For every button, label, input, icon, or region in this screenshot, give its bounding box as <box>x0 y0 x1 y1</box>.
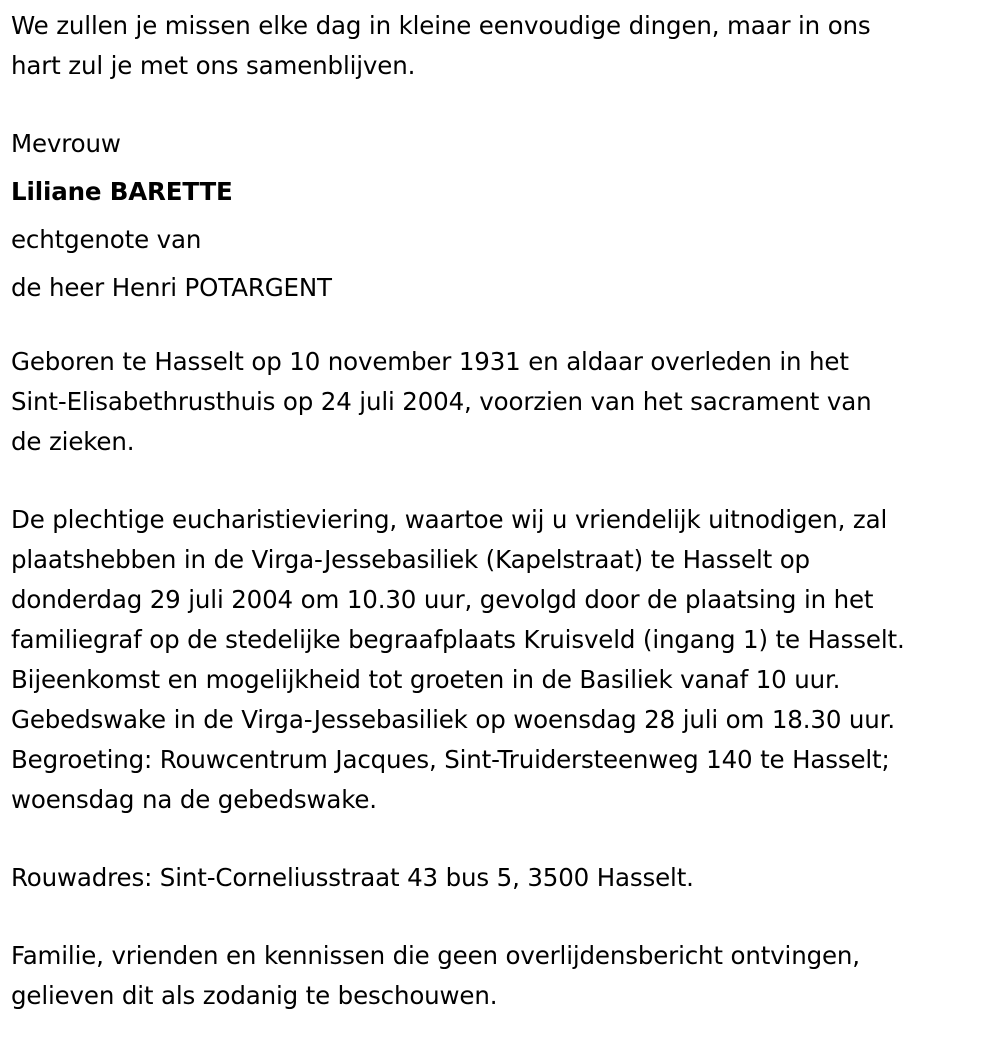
ceremony-line: donderdag 29 juli 2004 om 10.30 uur, gevolgd door de plaatsing in het <box>11 585 874 614</box>
ceremony-paragraph <box>11 500 996 820</box>
birth-death-line: Geboren te Hasselt op 10 november 1931 en aldaar overleden in het <box>11 347 849 376</box>
deceased-name: Liliane BARETTE <box>11 177 233 206</box>
birth-death-line: Sint-Elisabethrusthuis op 24 juli 2004, voorzien van het sacrament van <box>11 387 872 416</box>
obituary-document <box>11 6 996 1016</box>
closing-line: Familie, vrienden en kennissen die geen overlijdensbericht ontvingen, <box>11 941 860 970</box>
closing-line: gelieven dit als zodanig te beschouwen. <box>11 981 498 1010</box>
ceremony-line: woensdag na de gebedswake. <box>11 785 377 814</box>
address-paragraph <box>11 858 996 898</box>
motto-line: We zullen je missen elke dag in kleine eenvoudige dingen, maar in ons <box>11 11 871 40</box>
motto-paragraph <box>11 6 996 86</box>
closing-paragraph <box>11 936 996 1016</box>
ceremony-line: Gebedswake in de Virga-Jessebasiliek op woensdag 28 juli om 18.30 uur. <box>11 705 895 734</box>
honorific-title: Mevrouw <box>11 129 121 158</box>
ceremony-line: Bijeenkomst en mogelijkheid tot groeten in de Basiliek vanaf 10 uur. <box>11 665 841 694</box>
birth-death-paragraph <box>11 342 996 462</box>
ceremony-line: plaatshebben in de Virga-Jessebasiliek (Kapelstraat) te Hasselt op <box>11 545 810 574</box>
mourning-address: Rouwadres: Sint-Corneliusstraat 43 bus 5, 3500 Hasselt. <box>11 863 694 892</box>
deceased-header <box>11 120 996 312</box>
ceremony-line: familiegraf op de stedelijke begraafplaats Kruisveld (ingang 1) te Hasselt. <box>11 625 905 654</box>
relation-text: echtgenote van <box>11 225 202 254</box>
birth-death-line: de zieken. <box>11 427 135 456</box>
ceremony-line: Begroeting: Rouwcentrum Jacques, Sint-Truidersteenweg 140 te Hasselt; <box>11 745 890 774</box>
motto-line: hart zul je met ons samenblijven. <box>11 51 416 80</box>
ceremony-line: De plechtige eucharistieviering, waartoe wij u vriendelijk uitnodigen, zal <box>11 505 888 534</box>
spouse-name: de heer Henri POTARGENT <box>11 273 332 302</box>
